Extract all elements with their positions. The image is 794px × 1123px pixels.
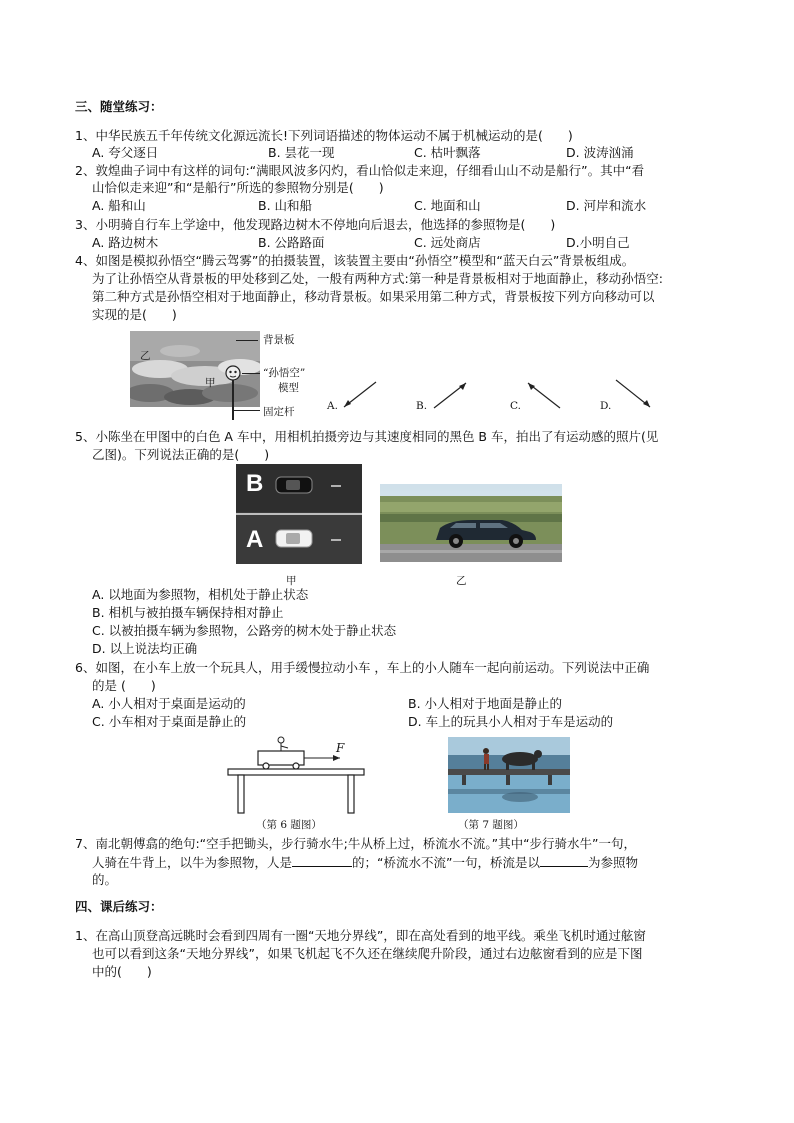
q5-car-b-label: B [246, 470, 264, 497]
q7-answer-blank-1[interactable] [292, 853, 352, 867]
q6-option-c: C. 小车相对于桌面是静止的 [92, 714, 247, 729]
q3-option-b: B. 公路路面 [258, 235, 325, 250]
q7-stem-line3: 的。 [92, 872, 118, 887]
q6-stem-line1: 6、如图，在小车上放一个玩具人，用手缓慢拉动小车 ，车上的小人随车一起向前运动。下列说法中正确 [75, 660, 650, 675]
q5-option-a: A. 以地面为参照物，相机处于静止状态 [92, 587, 309, 602]
q7-stem-line2 [92, 853, 638, 871]
q4-arrow-option-a-label: A. [327, 400, 338, 412]
q1-option-d: D. 波涛汹涌 [566, 145, 634, 160]
q7-line2-part3: 为参照物 [587, 855, 638, 870]
q2-option-a: A. 船和山 [92, 198, 146, 213]
q4-label-model-1: “孙悟空” [263, 367, 306, 379]
q1-stem: 1、中华民族五千年传统文化源远流长!下列词语描述的物体运动不属于机械运动的是( ) [75, 128, 573, 143]
p1-stem-line2: 也可以看到这条“天地分界线”，如果飞机起飞不久还在继续爬升阶段，通过右边舷窗看到的应是下图 [92, 946, 643, 961]
leader-line-rod [234, 410, 260, 411]
q5-car-a-label: A [246, 526, 264, 553]
q4-stem-line2: 为了让孙悟空从背景板的甲处移到乙处，一般有两种方式:第一种是背景板相对于地面静止，移动孙悟空: [92, 271, 663, 286]
q7-stem-line1: 7、南北朝傅翕的绝句:“空手把锄头，步行骑水牛;牛从桥上过，桥流水不流。”其中“步行骑水牛”一句， [75, 836, 637, 851]
arrow-down-left-icon [340, 380, 378, 410]
q6-option-d: D. 车上的玩具小人相对于车是运动的 [408, 714, 614, 729]
q5-caption-yi: 乙 [456, 575, 467, 587]
q6-option-b: B. 小人相对于地面是静止的 [408, 696, 563, 711]
q1-option-c: C. 枯叶飘落 [414, 145, 481, 160]
q4-stem-line3: 第二种方式是孙悟空相对于地面静止，移动背景板。如果采用第二种方式，背景板按下列方向移动可以 [92, 289, 655, 304]
section-4-title: 四、课后练习： [75, 899, 163, 914]
q7-line2-part1: 人骑在牛背上，以牛为参照物，人是 [92, 855, 293, 870]
q5-stem-line2: 乙图)。下列说法正确的是( ) [92, 447, 270, 462]
q6-figure-toy-cart-on-table [224, 735, 368, 815]
q4-stem-line4: 实现的是( ) [92, 307, 177, 322]
q6-option-a: A. 小人相对于桌面是运动的 [92, 696, 246, 711]
arrow-up-right-icon [432, 380, 470, 410]
q4-label-jia: 甲 [205, 377, 216, 389]
q4-arrow-option-c-label: C. [510, 400, 521, 412]
q6-caption: （第 6 题图） [256, 819, 322, 831]
q3-option-c: C. 远处商店 [414, 235, 481, 250]
q3-stem: 3、小明骑自行车上学途中，他发现路边树木不停地向后退去，他选择的参照物是( ) [75, 217, 556, 232]
q7-answer-blank-2[interactable] [540, 853, 588, 867]
leader-line-board [236, 340, 258, 341]
q6-stem-line2: 的是 ( ) [92, 678, 156, 693]
q5-caption-jia: 甲 [286, 575, 297, 587]
q2-option-b: B. 山和船 [258, 198, 313, 213]
q4-label-background-board: 背景板 [263, 334, 295, 346]
q7-figure-ox-on-bridge-photo [448, 737, 570, 813]
leader-line-model [242, 373, 260, 374]
q2-option-c: C. 地面和山 [414, 198, 481, 213]
q1-option-a: A. 夸父逐日 [92, 145, 159, 160]
section-3-title: 三、随堂练习： [75, 99, 163, 114]
q4-label-model-2: 模型 [278, 382, 299, 394]
q6-force-label: F [336, 741, 345, 755]
q1-option-b: B. 昙花一现 [268, 145, 335, 160]
q4-arrow-option-b-label: B. [416, 400, 428, 412]
p1-stem-line1: 1、在高山顶登高远眺时会看到四周有一圈“天地分界线”，即在高处看到的地平线。乘坐飞机时通过舷窗 [75, 928, 646, 943]
q7-caption: （第 7 题图） [458, 819, 524, 831]
q5-option-d: D. 以上说法均正确 [92, 641, 198, 656]
q2-option-d: D. 河岸和流水 [566, 198, 647, 213]
q2-stem-line1: 2、敦煌曲子词中有这样的词句:“满眼风波多闪灼，看山恰似走来迎，仔细看山山不动是船行”。其中“看 [75, 163, 645, 178]
q4-label-yi: 乙 [140, 350, 151, 362]
q3-option-a: A. 路边树木 [92, 235, 159, 250]
q3-option-d: D.小明自己 [566, 235, 630, 250]
q5-option-b: B. 相机与被拍摄车辆保持相对静止 [92, 605, 284, 620]
p1-stem-line3: 中的( ) [92, 964, 152, 979]
q5-option-c: C. 以被拍摄车辆为参照物，公路旁的树木处于静止状态 [92, 623, 397, 638]
q2-stem-line2: 山恰似走来迎”和“是船行”所选的参照物分别是( ) [92, 180, 384, 195]
q4-label-fixed-rod: 固定杆 [263, 406, 295, 418]
q5-figure-yi-car-photo [380, 484, 562, 562]
arrow-down-right-icon [614, 378, 654, 410]
q7-line2-part2: 的；“桥流水不流”一句，桥流是以 [352, 855, 540, 870]
q5-stem-line1: 5、小陈坐在甲图中的白色 A 车中，用相机拍摄旁边与其速度相同的黑色 B 车，拍出了有运动感的照片(见 [75, 429, 659, 444]
q4-arrow-option-d-label: D. [600, 400, 612, 412]
q4-stem-line1: 4、如图是模拟孙悟空“腾云驾雾”的拍摄装置，该装置主要由“孙悟空”模型和“蓝天白云”背景板组成。 [75, 253, 635, 268]
arrow-up-left-icon [524, 380, 562, 410]
fixed-rod [232, 380, 234, 420]
